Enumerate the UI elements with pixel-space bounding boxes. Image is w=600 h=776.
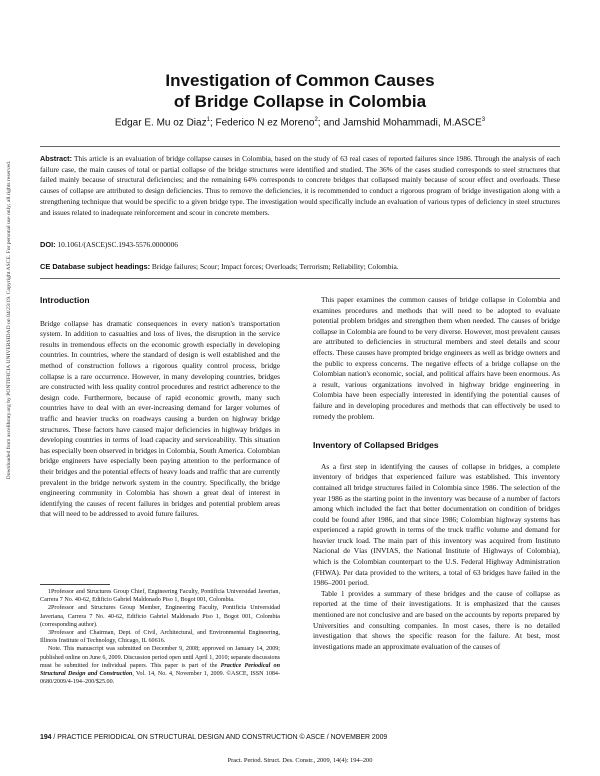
subject-headings-value: Bridge failures; Scour; Impact forces; Overloads; Terrorism; Reliability; Colombia. [150,262,399,271]
title-line-1: Investigation of Common Causes [165,71,435,90]
doi [40,240,178,249]
footnotes [40,588,280,686]
footnote-journal: Practice Periodical on Structural Design and Construction [40,662,280,678]
abstract-label: Abstract: [40,154,73,163]
right-column [313,295,560,652]
paper-title [0,70,600,112]
author-list [0,117,600,128]
footnote-1: 1Professor and Structures Group Chief, Engineering Faculty, Pontificia Universidad Javerian, Carrera 7 No. 40-62, Edificio Gabriel Maldonado Piso 1, Bogot 001, Colombia. [40,589,280,604]
title-line-2: of Bridge Collapse in Colombia [173,92,427,111]
citation: Pract. Period. Struct. Des. Constr., 2009, 14(4): 194–200 [227,757,373,764]
doi-value: 10.1061/(ASCE)SC.1943-5576.0000006 [55,240,178,249]
footnote-note-tail: , Vol. 14, No. 4, November 1, 2009. ©ASCE, ISSN 1084-0680/2009/4-194–200/$25.00. [40,671,280,686]
abstract [40,154,560,218]
mid-rule [40,278,560,279]
doi-label: DOI: [40,240,56,249]
author-2: ; Federico N ez Moreno [209,117,315,129]
author-3-sup: 3 [481,117,486,123]
page-number: 194 [40,734,52,741]
inventory-heading: Inventory of Collapsed Bridges [313,440,439,451]
footnote-3: 3Professor and Chairman, Dept. of Civil, Architectural, and Environmental Engineering, Illinois Institute of Technology, Chicago, IL 60616. [40,630,280,645]
author-2-sup: 2 [314,117,318,123]
footnote-note [40,645,280,686]
journal-footer: / PRACTICE PERIODICAL ON STRUCTURAL DESIGN AND CONSTRUCTION © ASCE / NOVEMBER 2009 [51,734,388,741]
author-1-sup: 1 [206,117,210,123]
page-footer [40,734,387,741]
top-rule [40,146,560,147]
subject-headings-label: CE Database subject headings: [40,262,151,271]
right-paragraph-1: This paper examines the common causes of bridge collapse in Colombia and examines procedures and methods that will need to be adopted to evaluate potential problem bridges and strengthen them when needed. The causes of bridge collapse in Colombia are found to be very diverse. However, most prevalent causes are attributed to deficiencies in structural members and steel details and scour effects. These causes have prompted bridge engineers as well as bridge owners and the public to express concerns. The negative effects of a bridge collapse on the Colombian nation's economic, social, and political affairs have been enormous. As a result, various organizations involved in highway bridge engineering in Colombia have been especially interested in identifying the potential causes of failure and in developing procedures and methods that can effectively be used to remedy the problem. [313,295,560,421]
introduction-paragraph: Bridge collapse has dramatic consequences in every nation's transportation system. In addition to casualties and loss of lives, the disruption in the service results in tremendous effects on the economic growth especially in developing countries. In countries, where the standard of design is well established and the method of construction follows a rigorous quality control process, bridge collapse is a rare occurrence. However, in many developing countries, bridges are constructed with less quality control procedures and restrict adherence to the design code. Furthermore, because of rapid economic growth, many such countries have to deal with an ever-increasing demand for larger volumes of traffic and heavier trucks on roadways causing a burden on highway bridge structures. These factors have caused major deficiencies in highway bridges in developing countries in terms of load capacity and serviceability. This situation has especially been observed in bridges in Colombia, South America. Colombian bridge engineers have especially been paying attention to the performance of their bridges and the potential effects of heavy loads and traffic that are currently prevalent in the bridge network system in the country. Specifically, the bridge engineering community in Colombia has shown a great deal of interest in identifying the causes of recent failures in bridges and potential problem areas that will need to be addressed to avoid future failures. [40,318,280,519]
footnote-note-text: Note. This manuscript was submitted on December 9, 2008; approved on January 14, 2009; published online on June 6, 2009. Discussion period open until April 1, 2010; separate discussions must be submitted for individual papers. This paper is part of the [40,646,280,669]
author-1: Edgar E. Mu oz Diaz [114,117,207,129]
left-column [40,295,280,520]
right-paragraph-2: As a first step in identifying the causes of collapse in bridges, a complete inventory of bridges that experienced failure was established. This inventory contained all bridge structures failed in Colombia since 1986. The selection of the year 1986 as the starting point in the inventory was because of a number of factors among which included the fact that better documentation on condition of bridges could be found after 1986, and that since 1986; Colombian highway systems has experienced a rapid growth in terms of the truck traffic volume and demand for heavier truck load. The main part of this inventory was acquired from Instituto Nacional de Vías (INVIAS, the National Institute of Highways of Colombia), which is the Colombian counterpart to the U.S. Federal Highway Administration (FHWA). Per data provided to the writers, a total of 63 bridges have failed in the 1986–2001 period. [313,461,560,588]
abstract-text: This article is an evaluation of bridge collapse causes in Colombia, based on the study of 63 real cases of reported failures since 1986. Through the analysis of each failure case, the main causes of total or partial collapse of the bridge structures were identified and studied. The 36% of the cases studied corresponds to steel structures that failed mainly because of structural deficiencies; and the remaining 64% corresponds to concrete bridges that collapsed mainly because of scour effect and overloads. These causes of collapse are attributed to design deficiencies. Thus to remove the deficiencies, it is recommended to conduct a rigorous program of bridge investigation along with a strengthening technique that would be specific to a given bridge type. The investigation would specifically include an evaluation of various types of deficiency in steel structures and issues related to inadequate reinforcement and scour in concrete members. [40,154,560,217]
right-paragraph-3: Table 1 provides a summary of these bridges and the cause of collapse as reported at the time of their investigations. It is emphasized that the causes mentioned are not conclusive and are based on the accounts by reports prepared by Universities and consulting companies. In most cases, there is no detailed investigation that shows the specific reason for the failure. At best, most investigations made an approximate evaluation of the causes of [313,588,560,651]
footnote-2: 2Professor and Structures Group Member, Engineering Faculty, Pontificia Universidad Javeriana, Carrera 7 No. 40-62, Edificio Gabriel Maldonado Piso 1, Bogot 001, Colombia (corresponding author). [40,605,280,628]
introduction-heading: Introduction [40,295,90,305]
author-3: ; and Jamshid Mohammadi, M.ASCE [317,117,482,129]
download-watermark [4,60,14,580]
footnote-rule [40,584,110,585]
download-watermark-text: Downloaded from ascelibrary.org by PONTIFICIA UNIVERSIDAD on 04/23/19. Copyright ASCE. For personal use only; all rights reserved. [6,160,12,480]
subject-headings [40,262,399,271]
